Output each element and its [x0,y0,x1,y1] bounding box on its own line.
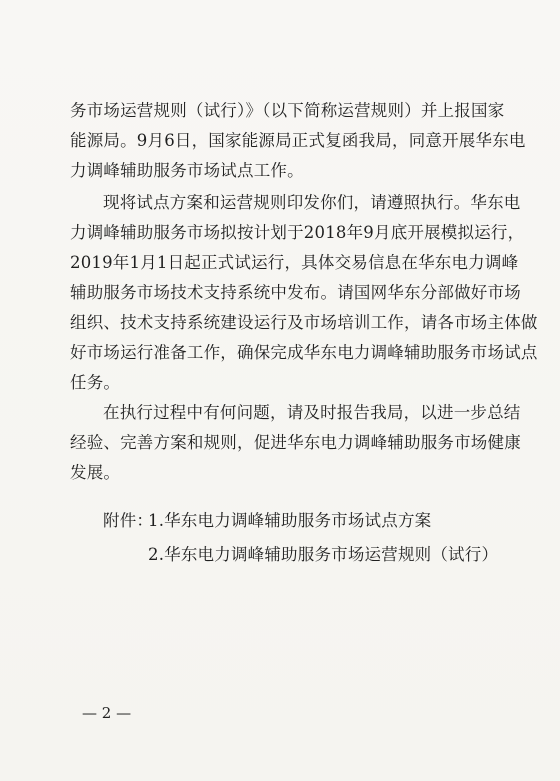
text-line: 2019年1月1日起正式试运行，具体交易信息在华东电力调峰 [70,253,519,272]
text-line: 务市场运营规则（试行）》（以下简称运营规则）并上报国家 [70,101,505,120]
text-line: 力调峰辅助服务市场拟按计划于2018年9月底开展模拟运行， [70,223,525,242]
page-number: — 2 — [82,704,132,722]
text-line: 好市场运行准备工作，确保完成华东电力调峰辅助服务市场试点 [70,343,538,362]
text-line: 在执行过程中有何问题，请及时报告我局，以进一步总结 [103,403,521,422]
text-line: 力调峰辅助服务市场试点工作。 [70,161,304,180]
paragraph-closing [70,398,521,488]
text-line: 辅助服务市场技术支持系统中发布。请国网华东分部做好市场 [70,283,521,302]
attachments-label: 附件： [103,511,154,530]
attachment-item: 2.华东电力调峰辅助服务市场运营规则（试行） [148,545,499,564]
text-line: 组织、技术支持系统建设运行及市场培训工作，请各市场主体做 [70,313,538,332]
paragraph-continuation [70,96,526,186]
text-line: 能源局。9月6日，国家能源局正式复函我局，同意开展华东电 [70,131,526,150]
paragraph-notice [70,188,538,398]
text-line: 经验、完善方案和规则，促进华东电力调峰辅助服务市场健康 [70,433,521,452]
attachment-item: 1.华东电力调峰辅助服务市场试点方案 [148,511,432,530]
text-line: 任务。 [70,373,121,392]
text-line: 现将试点方案和运营规则印发你们，请遵照执行。华东电 [103,193,521,212]
text-line: 发展。 [70,463,121,482]
